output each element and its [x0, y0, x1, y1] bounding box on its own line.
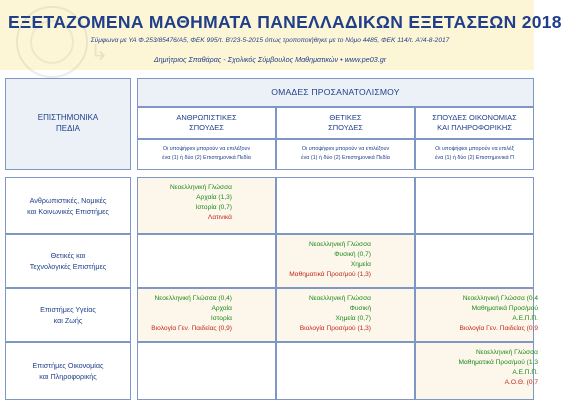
exam-subject: Νεοελληνική Γλώσσα (0,4)	[154, 295, 232, 302]
exam-subject: Νεοελληνική Γλώσσα	[475, 349, 538, 356]
empty-subjects-cell	[137, 234, 276, 288]
field-row-label	[5, 360, 131, 382]
column-header-label	[137, 113, 276, 133]
field-row-label-line: και Πληροφορικής	[39, 372, 97, 381]
exam-subject: Ιστορία (0,7)	[195, 204, 232, 211]
fields-header-line-1: ΕΠΙΣΤΗΜΟΝΙΚΑ	[37, 113, 99, 122]
exam-subject: Αρχαία (1,3)	[196, 194, 232, 201]
column-header-line: ΚΑΙ ΠΛΗΡΟΦΟΡΙΚΗΣ	[437, 123, 512, 132]
exam-subject: Μαθηματικά Προσ/μού (1,3	[458, 359, 538, 366]
page-title: ΕΞΕΤΑΖΟΜΕΝΑ ΜΑΘΗΜΑΤΑ ΠΑΝΕΛΛΑΔΙΚΩΝ ΕΞΕΤΑΣΕΩΝ 2018	[8, 12, 562, 32]
exam-subject: Χημεία (0,7)	[335, 315, 371, 322]
field-row-label	[5, 250, 131, 272]
column-note	[415, 145, 534, 163]
column-note-line: ένα (1) ή δύο (2) Επιστημονικά Πεδία	[162, 155, 251, 161]
exam-subject: Φυσική	[349, 305, 371, 312]
exam-subject: Χημεία	[350, 261, 371, 268]
field-row-label-line: Επιστήμες Οικονομίας	[32, 361, 104, 370]
exam-subject: Αρχαία	[211, 305, 232, 312]
exam-subject: Λατινικά	[207, 214, 232, 221]
fields-header-label	[5, 112, 131, 134]
empty-subjects-cell	[415, 234, 534, 288]
column-header-line: ΣΠΟΥΔΕΣ	[328, 123, 363, 132]
exam-subject: Μαθηματικά Προσ/μού	[471, 305, 538, 312]
column-note-line: ένα (1) ή δύο (2) Επιστημονικά Πεδία	[301, 155, 390, 161]
empty-subjects-cell	[276, 342, 415, 400]
exam-subject: Α.Ε.Π.Π.	[512, 369, 538, 376]
exam-subject: Ιστορία	[210, 315, 232, 322]
exam-subject: Μαθηματικά Προσ/μού (1,3)	[289, 271, 371, 278]
empty-subjects-cell	[415, 177, 534, 234]
column-header-line: ΘΕΤΙΚΕΣ	[329, 113, 362, 122]
exam-subject: Φυσική (0,7)	[334, 251, 371, 258]
exam-subject: Νεοελληνική Γλώσσα	[308, 295, 371, 302]
column-note-line: Οι υποψήφιοι μπορούν να επιλέξουν	[162, 146, 251, 152]
exam-subject: Νεοελληνική Γλώσσα	[308, 241, 371, 248]
column-header-label	[415, 113, 534, 133]
column-note	[276, 145, 415, 163]
field-row-label-line: και Ζωής	[53, 316, 83, 325]
exam-subject: Βιολογία Προσ/μού (1,3)	[299, 325, 371, 332]
exam-subject: Α.Ε.Π.Π.	[512, 315, 538, 322]
groups-header-label: ΟΜΑΔΕΣ ΠΡΟΣΑΝΑΤΟΛΙΣΜΟΥ	[271, 87, 400, 97]
field-row-label-line: Επιστήμες Υγείας	[40, 305, 96, 314]
exam-subject: Νεοελληνική Γλώσσα	[169, 184, 232, 191]
exam-subject: Βιολογία Γεν. Παιδείας (0,9	[459, 325, 538, 332]
column-note-line: Οι υποψήφιοι μπορούν να επιλέξ	[435, 146, 514, 152]
exam-subject: Νεοελληνική Γλώσσα (0,4	[462, 295, 538, 302]
exam-subject: Α.Ο.Θ. (0,7	[504, 379, 538, 386]
field-row-label-line: Θετικές και	[50, 251, 86, 260]
field-row-label	[5, 304, 131, 326]
column-note-line: Οι υποψήφιοι μπορούν να επιλέξουν	[301, 146, 390, 152]
exam-subject: Βιολογία Γεν. Παιδείας (0,9)	[151, 325, 232, 332]
fields-header-line-2: ΠΕΔΙΑ	[55, 124, 80, 133]
column-header-label	[276, 113, 415, 133]
column-header-line: ΣΠΟΥΔΕΣ ΟΙΚΟΝΟΜΙΑΣ	[432, 113, 517, 122]
field-row-label-line: Τεχνολογικές Επιστήμες	[29, 262, 107, 271]
column-header-line: ΣΠΟΥΔΕΣ	[189, 123, 224, 132]
field-row-label-line: και Κοινωνικές Επιστήμες	[27, 206, 109, 216]
column-header-line: ΑΝΘΡΩΠΙΣΤΙΚΕΣ	[176, 113, 237, 122]
column-note-line: ένα (1) ή δύο (2) Επιστημονικά Π	[435, 155, 514, 161]
column-note	[137, 145, 276, 163]
field-row-label	[5, 195, 131, 217]
empty-subjects-cell	[137, 342, 276, 400]
author-credit: Δημήτριος Σπαθάρας - Σχολικός Σύμβουλος Μαθηματικών • www.pe03.gr	[153, 55, 387, 64]
field-row-label-line: Ανθρωπιστικές, Νομικές	[29, 195, 107, 205]
empty-subjects-cell	[276, 177, 415, 234]
watermark-arrow-icon: ↳	[90, 40, 109, 65]
legal-reference: Σύμφωνα με ΥΑ Φ.253/85476/Α5, ΦΕΚ 995/τ. Β'/23-5-2015 όπως τροποποιήθηκε με το Νόμο 4485, ΦΕΚ 114/τ. Α'/4-8-2017	[90, 37, 450, 44]
